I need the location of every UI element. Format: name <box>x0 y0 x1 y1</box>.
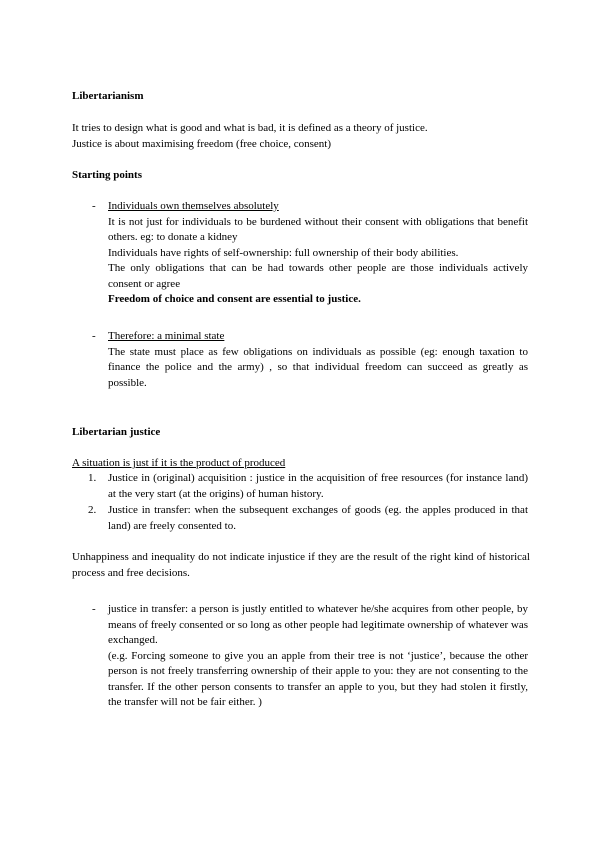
bullet-heading: Therefore: a minimal state <box>108 330 225 342</box>
bullet-justice-in-transfer <box>108 602 528 711</box>
section-heading-starting-points: Starting points <box>72 169 142 181</box>
paragraph: Unhappiness and inequality do not indicate injustice if they are the result of the right kind of historical process and free decisions. <box>72 551 530 579</box>
intro-line: It tries to design what is good and what is bad, it is defined as a theory of justice. <box>72 122 428 134</box>
list-number: 1. <box>88 472 97 484</box>
bullet-dash: - <box>92 330 96 342</box>
list-item: Justice in (original) acquisition : justice in the acquisition of free resources (for instance land) at the very start (at the origins) of human history. <box>108 472 528 500</box>
intro-line: Justice is about maximising freedom (free choice, consent) <box>72 137 332 150</box>
bullet-dash: - <box>92 200 96 212</box>
bullet-line: The only obligations that can be had towards other people are those individuals actively consent or agree <box>108 262 528 290</box>
bullet-example: (e.g. Forcing someone to give you an apple from their tree is not ‘justice’, because the other person is not freely transferring ownership of their apple to you: they are not consenting to the transfer. If the other person consents to transfer an apple to you, but they had stolen it firstly, the transfer will not be fair either. ) <box>108 649 528 708</box>
intro <box>72 121 530 152</box>
list-item: Justice in transfer: when the subsequent exchanges of goods (eg. the apples produced in that land) are freely consented to. <box>108 504 528 532</box>
bullet-text: justice in transfer: a person is justly entitled to whatever he/she acquires from other people, by means of freely consented or so long as other people had legitimate ownership of whatever was exchanged. <box>108 603 529 646</box>
bullet-line: It is not just for individuals to be burdened without their consent with obligations that benefit others. eg: to donate a kidney <box>108 215 528 243</box>
bullet-line: Individuals have rights of self-ownership: full ownership of their body abilities. <box>108 246 459 259</box>
bullet-minimal-state <box>108 329 528 391</box>
bullet-dash: - <box>92 603 96 615</box>
list-number: 2. <box>88 504 97 516</box>
bullet-text: The state must place as few obligations on individuals as possible (eg: enough taxation to finance the police and the army) , so that individual freedom can succeed as greatly as possible. <box>108 345 528 389</box>
section-heading-libertarian-justice: Libertarian justice <box>72 426 161 438</box>
page-title: Libertarianism <box>72 90 144 102</box>
bullet-heading: Individuals own themselves absolutely <box>108 200 279 212</box>
subheading: A situation is just if it is the product of produced <box>72 457 286 469</box>
bullet-bold-line: Freedom of choice and consent are essential to justice. <box>108 293 361 305</box>
bullet-self-ownership <box>108 199 528 308</box>
